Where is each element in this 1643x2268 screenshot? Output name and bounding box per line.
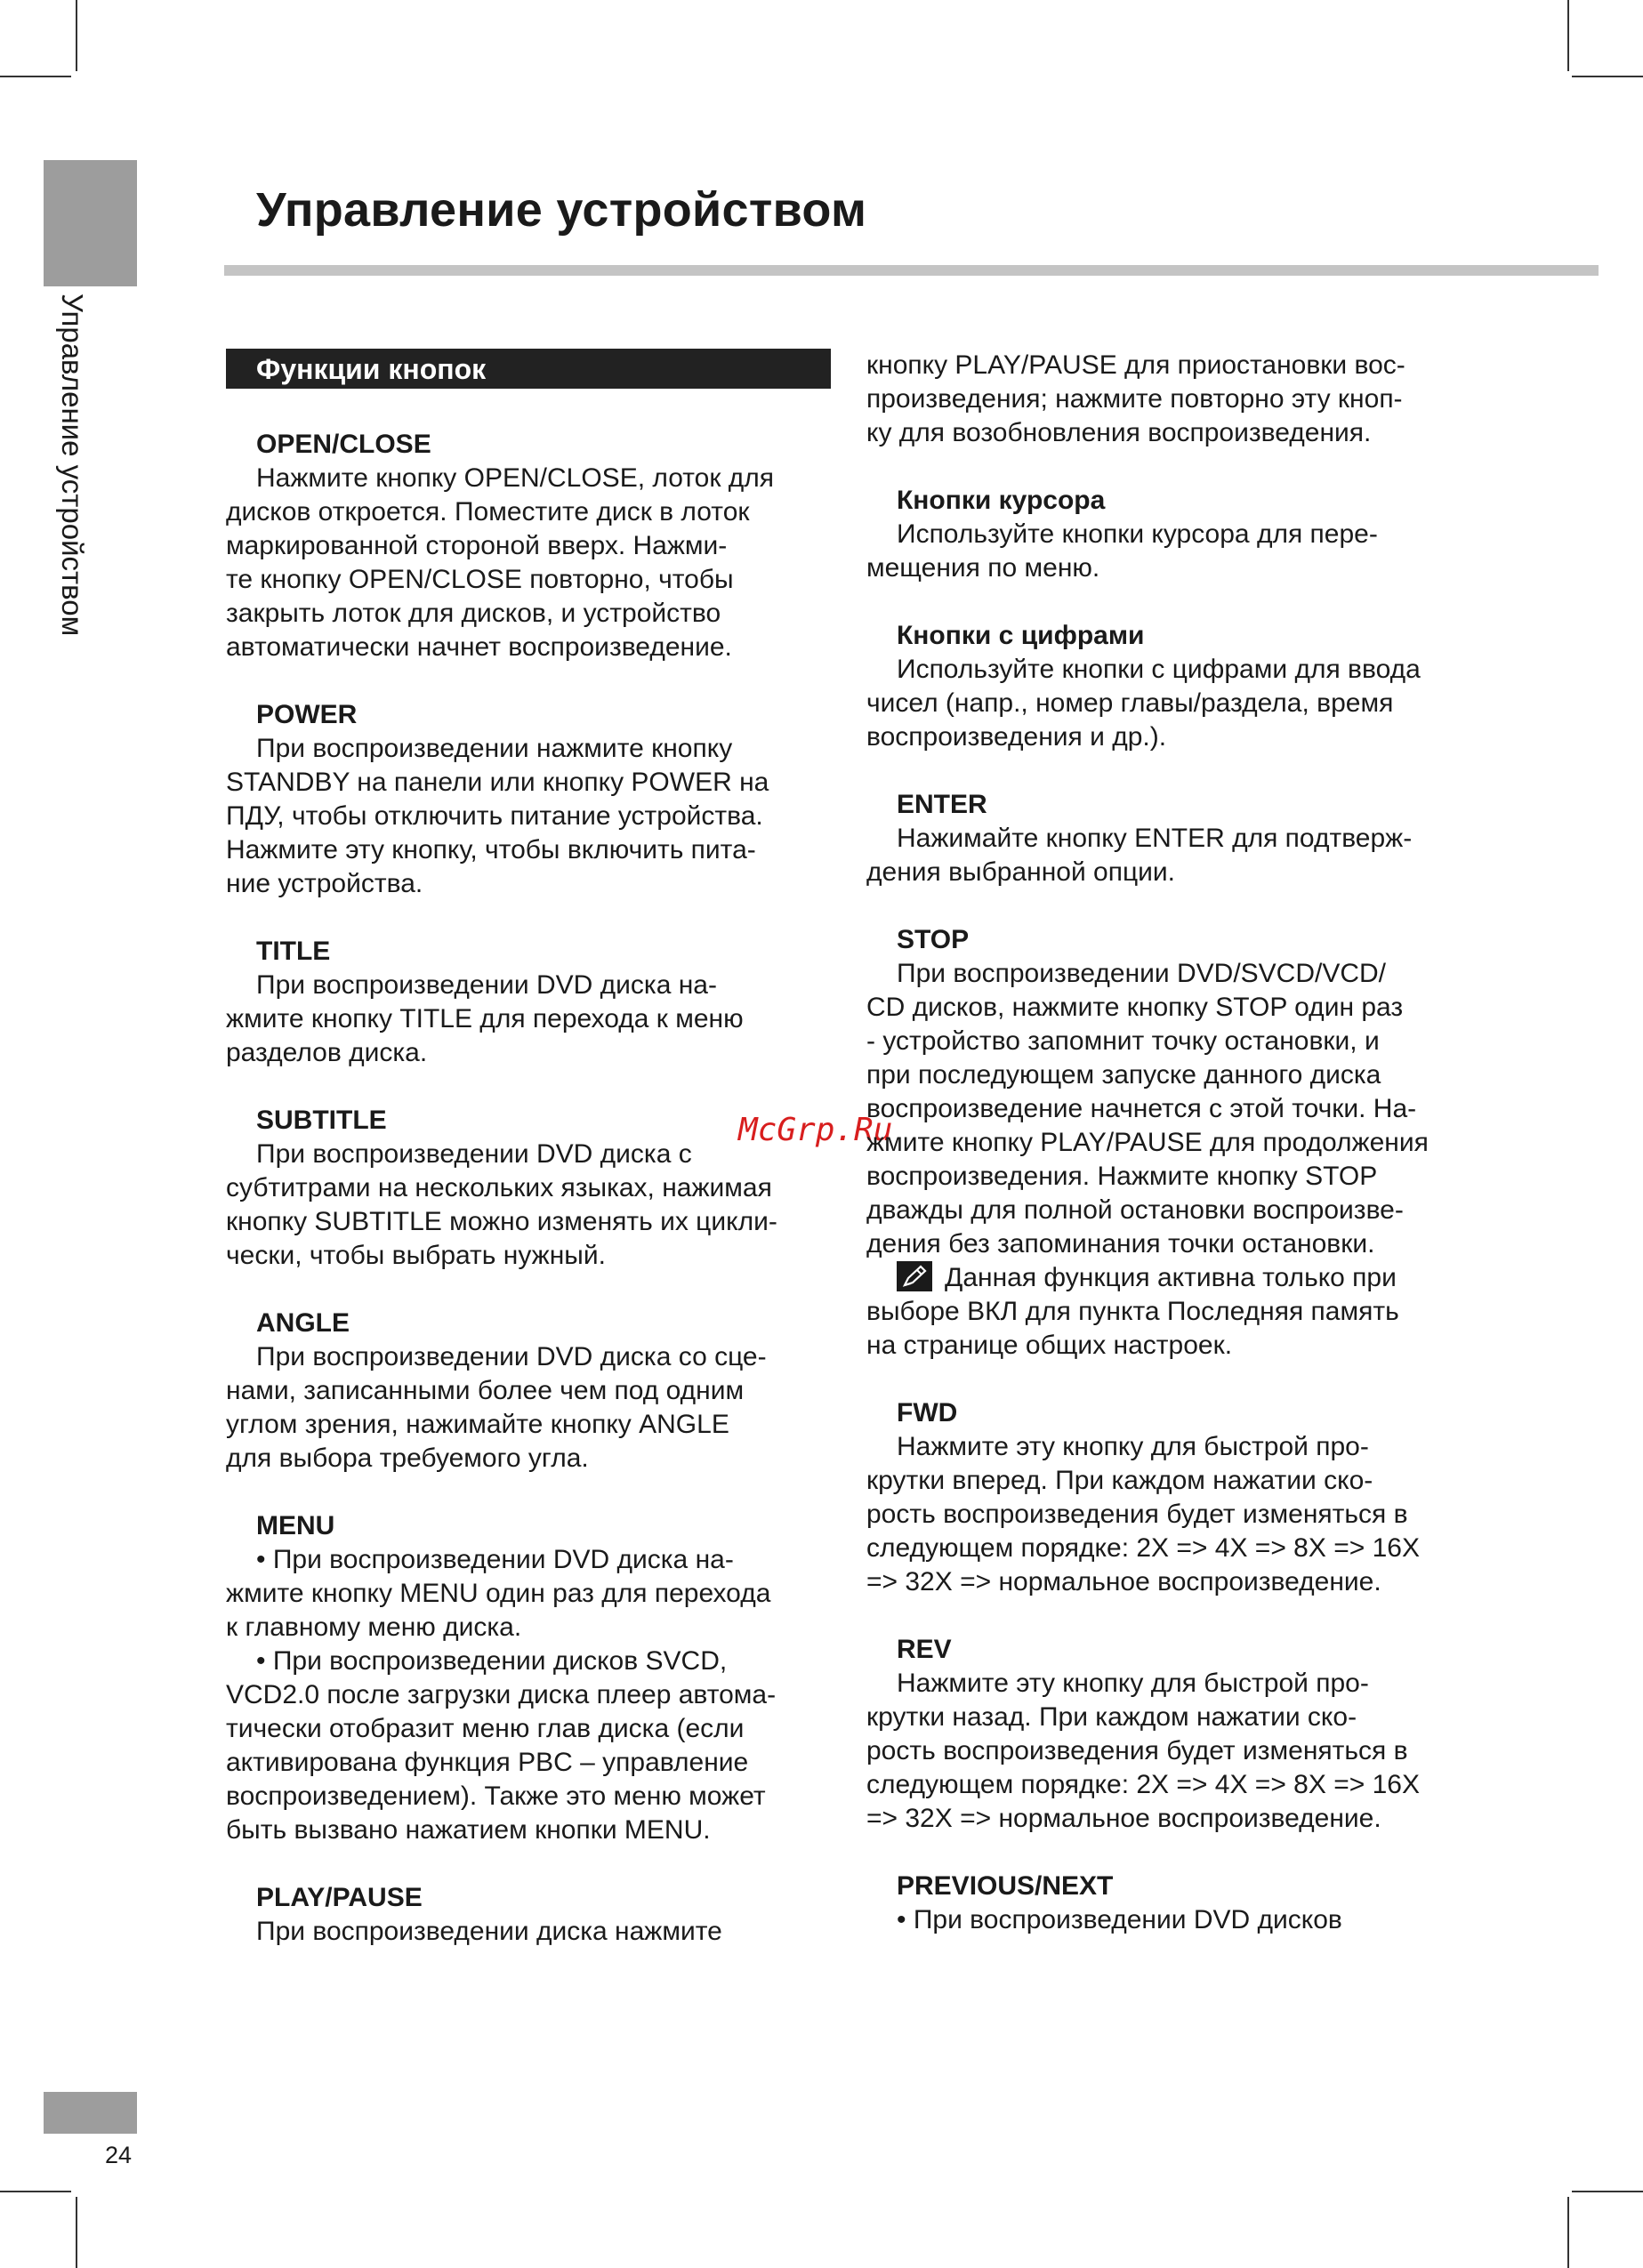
item-title: ANGLE [256, 1308, 350, 1338]
crop-mark [76, 2197, 77, 2268]
right-column [866, 349, 1471, 1937]
left-column [226, 349, 831, 1949]
item-title: Кнопки с цифрами [897, 621, 1145, 650]
item-title-button [226, 935, 831, 1070]
side-tab [44, 160, 137, 286]
item-description: Используйте кнопки курсора для пере- мещения по меню. [866, 519, 1378, 583]
crop-mark [1572, 76, 1643, 77]
item-digit-buttons [866, 619, 1471, 754]
crop-mark [1567, 0, 1569, 71]
item-description: При воспроизведении DVD диска со сце- нами, записанными более чем под одним углом зрения, нажимайте кнопку ANGLE для выбора требуемого угла. [226, 1342, 767, 1473]
item-title: FWD [897, 1398, 958, 1428]
page-number: 24 [105, 2142, 133, 2168]
crop-mark [1572, 2191, 1643, 2192]
page-number-tab [44, 2092, 137, 2134]
item-title: MENU [256, 1511, 335, 1540]
item-menu [226, 1509, 831, 1847]
watermark: McGrp.Ru [738, 1112, 893, 1148]
item-cursor-buttons [866, 484, 1471, 585]
crop-mark [0, 76, 71, 77]
item-description: При воспроизведении нажмите кнопку STANDBY на панели или кнопку POWER на ПДУ, чтобы отключить питание устройства. Нажмите эту кнопку, чтобы включить пита- ние устройства. [226, 734, 769, 898]
item-description: При воспроизведении DVD диска с субтитрами на нескольких языках, нажимая кнопку SUBTITLE можно изменять их цикли- чески, чтобы выбрать нужный. [226, 1139, 777, 1270]
crop-mark [76, 0, 77, 71]
item-description: Нажмите эту кнопку для быстрой про- крутки вперед. При каждом нажатии ско- рость воспроизведения будет изменяться в следующем порядке: 2X => 4X => 8X => 16X => 32X => нормальное воспроизведение. [866, 1432, 1420, 1596]
item-open-close [226, 428, 831, 664]
crop-mark [1567, 2197, 1569, 2268]
item-title: Кнопки курсора [897, 486, 1106, 515]
item-description: Нажмите кнопку OPEN/CLOSE, лоток для дисков откроется. Поместите диск в лоток маркированной стороной вверх. Нажми- те кнопку OPEN/CLOSE повторно, чтобы закрыть лоток для дисков, и устройство автоматически начнет воспроизведение. [226, 463, 775, 662]
item-rev [866, 1633, 1471, 1836]
continued-text: кнопку PLAY/PAUSE для приостановки вос- произведения; нажмите повторно эту кноп- ку для возобновления воспроизведения. [866, 350, 1405, 447]
item-title: SUBTITLE [256, 1106, 387, 1135]
item-previous-next [866, 1870, 1471, 1937]
crop-mark [0, 2191, 71, 2192]
item-description: • При воспроизведении дисков SVCD, VCD2.0 после загрузки диска плеер автома- тически отобразит меню глав диска (если активирована функция PBC – управление воспроизведением). Также это меню может быть вызвано нажатием кнопки MENU. [226, 1646, 777, 1845]
note-pencil-icon [897, 1261, 932, 1291]
item-title: PREVIOUS/NEXT [897, 1871, 1114, 1901]
item-title: TITLE [256, 937, 331, 966]
item-enter [866, 788, 1471, 889]
title-divider [224, 265, 1599, 276]
item-description: • При воспроизведении DVD диска на- жмите кнопку MENU один раз для перехода к главному меню диска. [226, 1545, 771, 1642]
item-description: Нажмите эту кнопку для быстрой про- крутки назад. При каждом нажатии ско- рость воспроизведения будет изменяться в следующем порядке: 2X => 4X => 8X => 16X => 32X => нормальное воспроизведение. [866, 1669, 1420, 1833]
item-description: • При воспроизведении DVD дисков [897, 1905, 1342, 1934]
item-stop [866, 923, 1471, 1363]
item-subtitle [226, 1104, 831, 1273]
item-title: PLAY/PAUSE [256, 1883, 423, 1912]
item-title: POWER [256, 700, 358, 729]
item-description: Используйте кнопки с цифрами для ввода чисел (напр., номер главы/раздела, время воспроизведения и др.). [866, 655, 1421, 752]
item-description: При воспроизведении DVD/SVCD/VCD/ CD дисков, нажмите кнопку STOP один раз - устройство запомнит точку остановки, и при последующем запуске данного диска воспроизведение начнется с этой точки. На- жмите кнопку PLAY/PAUSE для продолжения воспроизведения. Нажмите кнопку STOP дважды для полной остановки воспроизве- дения без запоминания точки остановки. [866, 959, 1429, 1259]
item-title: OPEN/CLOSE [256, 430, 431, 459]
item-power [226, 698, 831, 901]
item-description: Нажимайте кнопку ENTER для подтверж- дения выбранной опции. [866, 824, 1413, 887]
item-title: ENTER [897, 790, 987, 819]
item-title: STOP [897, 925, 970, 954]
item-fwd [866, 1396, 1471, 1599]
note-text: Данная функция активна только при выборе ВКЛ для пункта Последняя память на странице общих настроек. [866, 1263, 1399, 1360]
side-section-label: Управление устройством [56, 294, 89, 637]
page-title: Управление устройством [256, 183, 867, 237]
item-play-pause [226, 1881, 831, 1949]
item-description: При воспроизведении диска нажмите [256, 1917, 722, 1946]
item-description: При воспроизведении DVD диска на- жмите кнопку TITLE для перехода к меню разделов диска. [226, 970, 744, 1067]
section-header: Функции кнопок [226, 349, 831, 389]
item-angle [226, 1307, 831, 1476]
item-title: REV [897, 1635, 952, 1664]
